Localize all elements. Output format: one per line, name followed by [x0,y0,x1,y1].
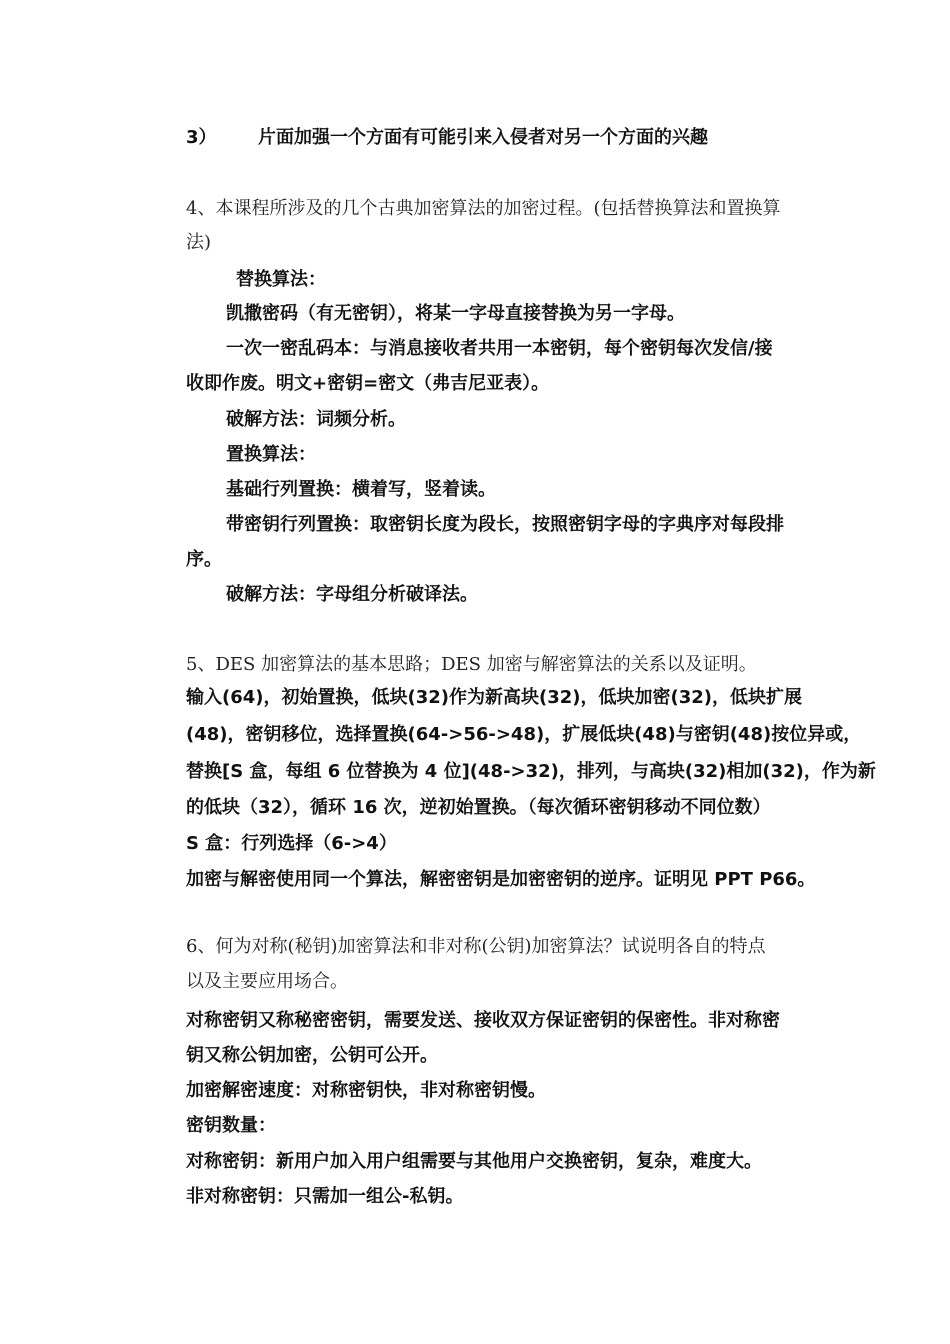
q6-answer-line-1: 对称密钥又称秘密密钥，需要发送、接收双方保证密钥的保密性。非对称密 [186,1010,780,1031]
question-4-line-1: 4、本课程所涉及的几个古典加密算法的加密过程。(包括替换算法和置换算 [186,198,781,219]
question-5-line-1: 5、DES 加密算法的基本思路；DES 加密与解密算法的关系以及证明。 [186,654,757,675]
question-6-line-2: 以及主要应用场合。 [186,971,348,992]
q4-answer-caesar: 凯撒密码（有无密钥），将某一字母直接替换为另一字母。 [226,303,685,324]
q4-answer-keyed-transposition-2: 序。 [186,549,222,570]
q6-answer-key-count-heading: 密钥数量： [186,1115,276,1136]
q6-answer-speed: 加密解密速度：对称密钥快，非对称密钥慢。 [186,1080,546,1101]
q5-answer-decrypt: 加密与解密使用同一个算法，解密密钥是加密密钥的逆序。证明见 PPT P66。 [186,869,816,890]
q6-answer-asymmetric: 非对称密钥：只需加一组公-私钥。 [186,1186,464,1207]
q6-answer-symmetric: 对称密钥：新用户加入用户组需要与其他用户交换密钥，复杂，难度大。 [186,1151,762,1172]
q5-answer-line-3: 替换[S 盒，每组 6 位替换为 4 位](48->32)，排列，与高块(32)相加(32)，作为新 [186,761,876,782]
q4-answer-one-time-pad-1: 一次一密乱码本：与消息接收者共用一本密钥，每个密钥每次发信/接 [226,338,773,359]
question-4-line-2: 法) [186,232,212,253]
q6-answer-line-2: 钥又称公钥加密，公钥可公开。 [186,1045,438,1066]
item-3-number: 3） [186,127,217,148]
q4-answer-crack-2: 破解方法：字母组分析破译法。 [226,584,478,605]
q5-answer-line-1: 输入(64)，初始置换，低块(32)作为新高块(32)，低块加密(32)，低块扩展 [186,687,803,708]
q5-answer-line-4: 的低块（32），循环 16 次，逆初始置换。（每次循环密钥移动不同位数） [186,797,771,818]
q5-answer-line-2: (48)，密钥移位，选择置换(64->56->48)，扩展低块(48)与密钥(48)按位异或， [186,724,862,745]
q4-answer-heading-substitution: 替换算法： [236,269,326,290]
q4-answer-one-time-pad-2: 收即作废。明文+密钥=密文（弗吉尼亚表）。 [186,373,550,394]
q4-answer-crack-1: 破解方法：词频分析。 [226,409,406,430]
q4-answer-heading-transposition: 置换算法： [226,444,316,465]
q4-answer-keyed-transposition-1: 带密钥行列置换：取密钥长度为段长，按照密钥字母的字典序对每段排 [226,514,784,535]
question-6-line-1: 6、何为对称(秘钥)加密算法和非对称(公钥)加密算法？试说明各自的特点 [186,936,766,957]
item-3-text: 片面加强一个方面有可能引来入侵者对另一个方面的兴趣 [258,127,708,148]
q4-answer-basic-transposition: 基础行列置换：横着写，竖着读。 [226,479,496,500]
q5-answer-sbox: S 盒：行列选择（6->4） [186,833,397,854]
